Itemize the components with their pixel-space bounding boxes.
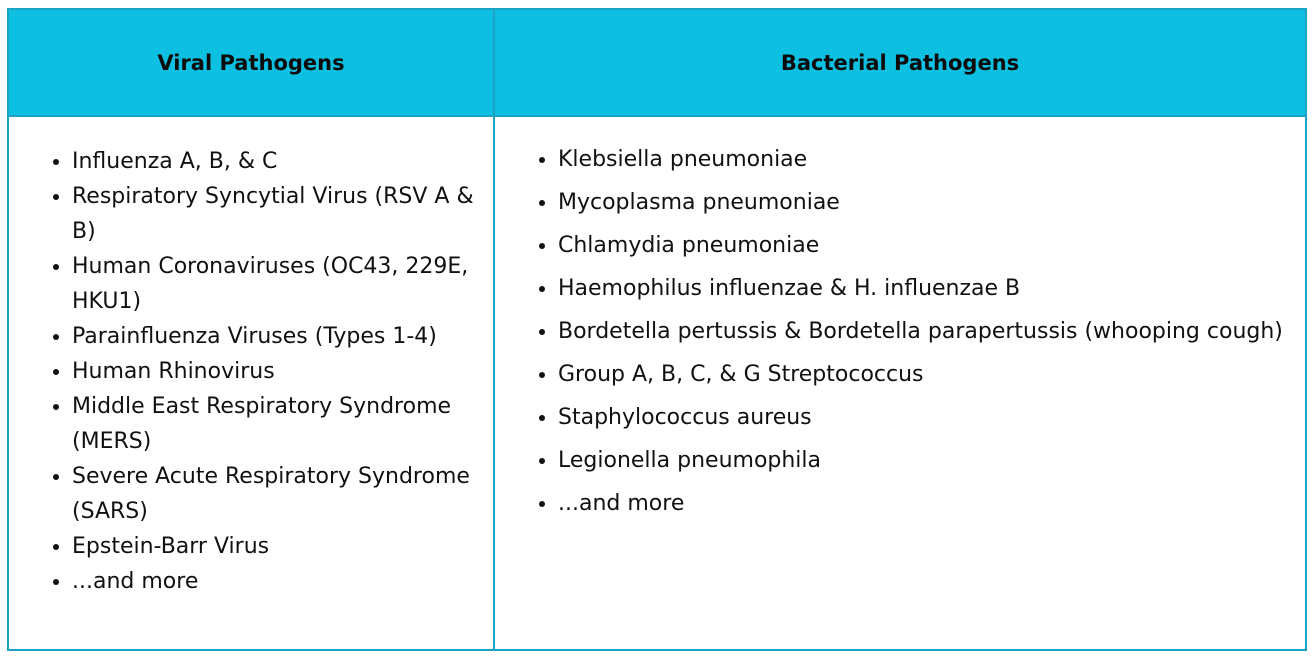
list-item: • Severe Acute Respiratory Syndrome (SARS) <box>72 459 474 529</box>
pathogen-table <box>7 8 1307 651</box>
list-item: • Chlamydia pneumoniae <box>558 224 1284 267</box>
list-item: • Mycoplasma pneumoniae <box>558 181 1284 224</box>
list-item: • Respiratory Syncytial Virus (RSV A & B) <box>72 179 474 249</box>
list-item: • Middle East Respiratory Syndrome (MERS) <box>72 389 474 459</box>
list-item: • ...and more <box>72 564 474 599</box>
list-item: • Human Rhinovirus <box>72 354 474 389</box>
bacterial-pathogens-list <box>496 138 1304 525</box>
list-item: • Human Coronaviruses (OC43, 229E, HKU1) <box>72 249 474 319</box>
list-item: • ...and more <box>558 482 1284 525</box>
list-item: • Parainfluenza Viruses (Types 1-4) <box>72 319 474 354</box>
bacterial-pathogens-cell <box>494 116 1306 650</box>
list-item: • Group A, B, C, & G Streptococcus <box>558 353 1284 396</box>
bacterial-pathogens-header: Bacterial Pathogens <box>494 9 1306 116</box>
list-item: • Epstein-Barr Virus <box>72 529 474 564</box>
content-row <box>8 116 1306 650</box>
list-item: • Legionella pneumophila <box>558 439 1284 482</box>
header-row <box>8 9 1306 116</box>
list-item: • Staphylococcus aureus <box>558 396 1284 439</box>
list-item: • Bordetella pertussis & Bordetella parapertussis (whooping cough) <box>558 310 1284 353</box>
list-item: • Klebsiella pneumoniae <box>558 138 1284 181</box>
list-item: • Influenza A, B, & C <box>72 144 474 179</box>
viral-pathogens-cell <box>8 116 494 650</box>
viral-pathogens-list <box>10 144 492 599</box>
viral-pathogens-header: Viral Pathogens <box>8 9 494 116</box>
list-item: • Haemophilus influenzae & H. influenzae B <box>558 267 1284 310</box>
